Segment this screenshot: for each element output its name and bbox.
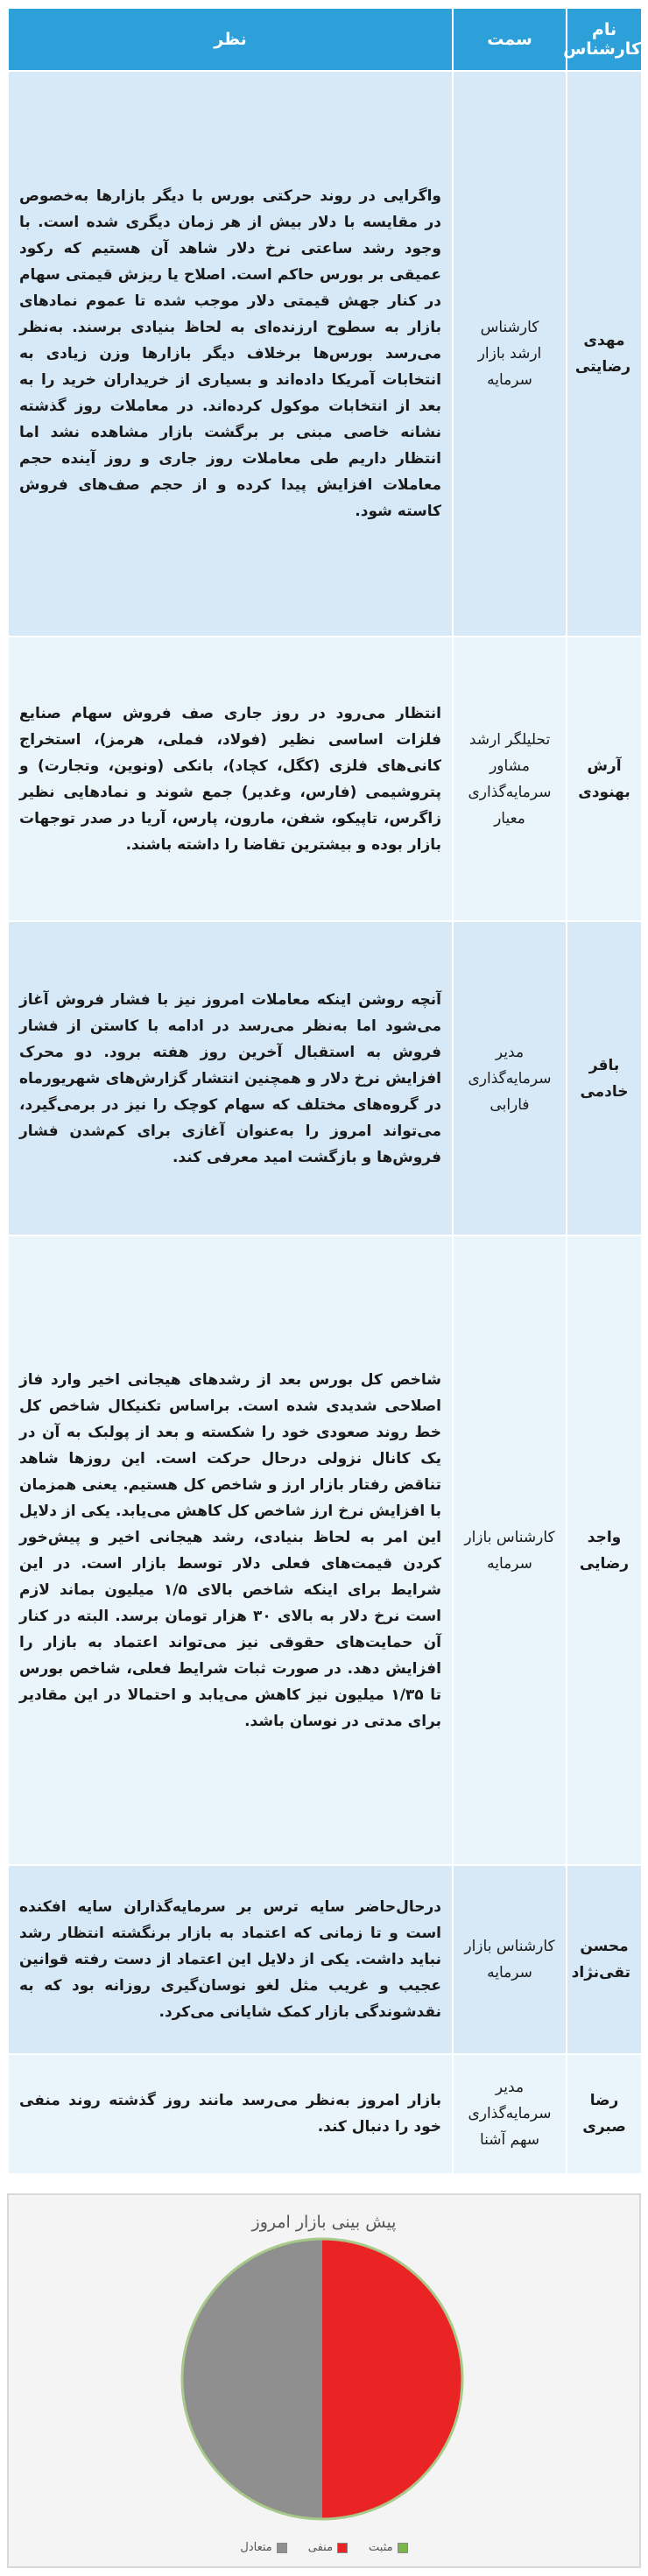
- expert-name: رضا صبری: [567, 2054, 642, 2174]
- header-opinion: نظر: [8, 8, 453, 71]
- expert-opinion: بازار امروز به‌نظر می‌رسد مانند روز گذشته روند منفی خود را دنبال کند.: [8, 2054, 453, 2174]
- expert-name: واجد رضایی: [567, 1235, 642, 1865]
- table-row: [8, 71, 642, 637]
- pie-slice-2: [182, 2239, 322, 2519]
- table-row: [8, 921, 642, 1235]
- header-position: سمت: [453, 8, 567, 71]
- expert-position: مدیر سرمایه‌گذاری فارابی: [453, 921, 567, 1235]
- expert-position: کارشناس ارشد بازار سرمایه: [453, 71, 567, 637]
- expert-position: تحلیلگر ارشد مشاور سرمایه‌گذاری معیار: [453, 637, 567, 922]
- expert-position: کارشناس بازار سرمایه: [453, 1865, 567, 2053]
- expert-opinion: شاخص کل بورس بعد از رشدهای هیجانی اخیر وارد فاز اصلاحی شدیدی شده است. براساس تکنیکال شاخص کل خط روند صعودی خود را شکسته و بعد از پولبک به آن در یک کانال نزولی درحال حرکت است. این روزها شاهد تناقض رفتار بازار ارز و شاخص کل هستیم. یعنی همزمان با افزایش نرخ ارز شاخص کل کاهش می‌یابد. یکی از دلایل این امر به لحاظ بنیادی، رشد هیجانی اخیر و پیش‌خور کردن قیمت‌های فعلی دلار توسط بازار است. در این شرایط برای اینکه شاخص بالای ۱/۵ میلیون بماند لازم است نرخ دلار به بالای ۳۰ هزار تومان برسد. البته در کنار آن حمایت‌های حقوقی نیز می‌تواند اعتماد به بازار را افزایش دهد. در صورت ثبات شرایط فعلی، شاخص بورس تا ۱/۳۵ میلیون نیز کاهش می‌یابد و احتمالا در این مقادیر برای مدتی در نوسان باشد.: [8, 1235, 453, 1865]
- expert-opinions-table: [7, 7, 643, 2175]
- market-forecast-chart: [7, 2193, 641, 2568]
- table-row: [8, 637, 642, 922]
- expert-opinion: انتظار می‌رود در روز جاری صف فروش سهام صنایع فلزات اساسی نظیر (فولاد، فملی، هرمز)، استخراج کانی‌های فلزی (کگل، کچاد)، بانکی (ونوین، وتجارت) و پتروشیمی (فارس، وغدیر) جمع شوند و نمادهایی نظیر زاگرس، تاپیکو، شفن، مارون، پارس، آریا در صدر توجهات بازار بوده و بیشترین تقاضا را داشته باشند.: [8, 637, 453, 922]
- expert-position: مدیر سرمایه‌گذاری سهم آشنا: [453, 2054, 567, 2174]
- expert-name: آرش بهنودی: [567, 637, 642, 922]
- expert-position: کارشناس بازار سرمایه: [453, 1235, 567, 1865]
- table-row: [8, 1865, 642, 2053]
- legend-swatch: [398, 2543, 408, 2553]
- legend-item: [369, 2541, 408, 2554]
- table-header-row: [8, 8, 642, 71]
- legend-label: منفی: [307, 2541, 334, 2554]
- header-name: نام کارشناس: [567, 8, 642, 71]
- chart-title: پیش بینی بازار امروز: [251, 2213, 397, 2232]
- legend-label: متعادل: [240, 2541, 272, 2554]
- legend-swatch: [337, 2543, 348, 2553]
- table-row: [8, 2054, 642, 2174]
- expert-opinion: واگرایی در روند حرکتی بورس با دیگر بازارها به‌خصوص در مقایسه با دلار بیش از هر زمان دیگری شده است. با وجود رشد ساعتی نرخ دلار شاهد آن هستیم که رکود عمیقی بر بورس حاکم است. اصلاح یا ریزش قیمتی سهام در کنار جهش قیمتی دلار موجب شده تا عموم نمادهای بازار به سطوح ارزنده‌ای به لحاظ بنیادی برسند. به‌نظر می‌رسد بورس‌ها برخلاف دیگر بازارها وزن زیادی به انتخابات آمریکا داده‌اند و بسیاری از خریداران خرید را به بعد از انتخابات موکول کرده‌اند. در معاملات روز گذشته نشانه خاصی مبنی بر برگشت بازار مشاهده نشد اما انتظار داریم طی معاملات روز جاری و روز آینده حجم معاملات افزایش پیدا کرده و از حجم صف‌های فروش کاسته شود.: [8, 71, 453, 637]
- legend-item: [308, 2541, 348, 2554]
- expert-opinion: آنچه روشن اینکه معاملات امروز نیز با فشار فروش آغاز می‌شود اما به‌نظر می‌رسد در ادامه با کاستن از فشار فروش به استقبال آخرین روز هفته برود. دو محرک افزایش نرخ دلار و همچنین انتشار گزارش‌های شهریورماه در گروه‌های مختلف که سهام کوچک را نیز در برمی‌گیرد، می‌تواند امروز را به‌عنوان آغازی برای کم‌شدن فشار فروش‌ها و بازگشت امید معرفی کند.: [8, 921, 453, 1235]
- expert-opinion: درحال‌حاضر سایه ترس بر سرمایه‌گذاران سایه افکنده است و تا زمانی که اعتماد به بازار برنگشته انتظار رشد نباید داشت. یکی از دلایل این اعتماد از دست رفته قوانین عجیب و غریب مثل لغو نوسان‌گیری روزانه بود که به نقدشوندگی بازار کمک شایانی می‌کرد.: [8, 1865, 453, 2053]
- expert-name: محسن تقی‌نژاد: [567, 1865, 642, 2053]
- expert-name: باقر خادمی: [567, 921, 642, 1235]
- table-row: [8, 1235, 642, 1865]
- pie-slice-1: [322, 2239, 462, 2519]
- chart-legend: [9, 2541, 639, 2554]
- expert-name: مهدی رضایتی: [567, 71, 642, 637]
- legend-item: [240, 2541, 286, 2554]
- pie-chart: [9, 2195, 639, 2566]
- legend-label: مثبت: [369, 2541, 393, 2554]
- legend-swatch: [277, 2543, 287, 2553]
